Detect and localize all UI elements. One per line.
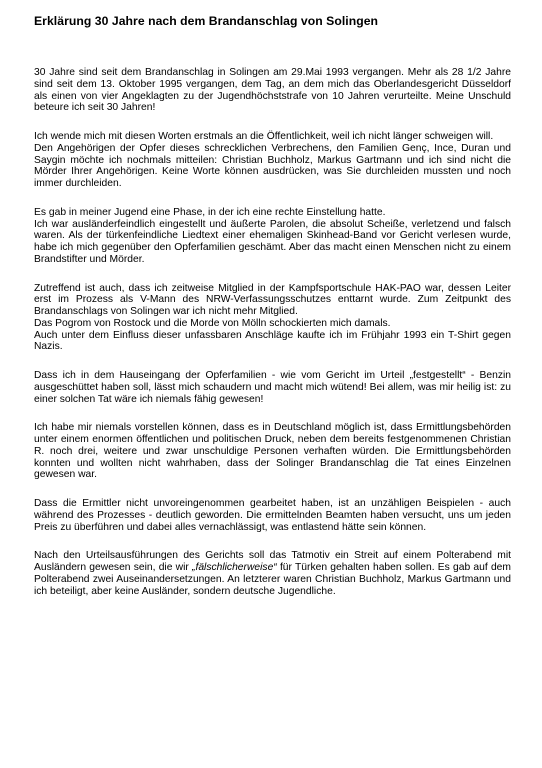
paragraph-text bbox=[34, 550, 511, 597]
paragraph-1 bbox=[34, 67, 511, 114]
paragraph-text: Zutreffend ist auch, dass ich zeitweise Mitglied in der Kampfsportschule HAK-PAO war, dessen Leiter erst im Prozess als V-Mann des NRW-Verfassungsschutzes enttarnt wurde. Zum Zeitpunkt des Brandanschlags von Solingen war ich nicht mehr Mitglied. bbox=[34, 282, 511, 317]
emphasized-word: „fälschlicherweise“ bbox=[192, 562, 277, 573]
paragraph-text: Das Pogrom von Rostock und die Morde von Mölln schockierten mich damals. bbox=[34, 317, 391, 329]
document-title: Erklärung 30 Jahre nach dem Brandanschlag von Solingen bbox=[34, 14, 379, 28]
paragraph-text: Auch unter dem Einfluss dieser unfassbaren Anschläge kaufte ich im Frühjahr 1993 ein T-Shirt gegen Nazis. bbox=[34, 329, 511, 353]
paragraph-5 bbox=[34, 370, 511, 405]
paragraph-3 bbox=[34, 207, 511, 266]
paragraph-text: 30 Jahre sind seit dem Brandanschlag in Solingen am 29.Mai 1993 vergangen. Mehr als 28 1/2 Jahre sind seit dem 13. Oktober 1995 vergangen, dem Tag, an dem mich das Oberlandesgericht Düsseldorf als einen von vier Angeklagten zu der Jugendhöchststrafe von 10 Jahren verurteilte. Meine Unschuld beteure ich seit 30 Jahren! bbox=[34, 67, 511, 114]
paragraph-4 bbox=[34, 283, 511, 354]
paragraph-text: Ich habe mir niemals vorstellen können, dass es in Deutschland möglich ist, dass Ermittlungsbehörden unter einem enormen öffentlichen und politischen Druck, neben dem bereits festgenommenen Christian R. noch drei, weitere und zwar unschuldige Personen verhaften würden. Die Ermittlungsbehörden konnten und wollten nicht wahrhaben, dass der Solinger Brandanschlag die Tat eines Einzelnen gewesen war. bbox=[34, 422, 511, 481]
paragraph-text: Dass die Ermittler nicht unvoreingenommen gearbeitet haben, ist an unzähligen Beispielen - auch während des Prozesses - deutlich geworden. Die ermittelnden Beamten haben versucht, uns um jeden Preis zu überführen und dabei alles vernachlässigt, was entlastend hätte sein können. bbox=[34, 498, 511, 533]
paragraph-text: Ich wende mich mit diesen Worten erstmals an die Öffentlichkeit, weil ich nicht länger schweigen will. bbox=[34, 131, 494, 142]
paragraph-text: Ich war ausländerfeindlich eingestellt und äußerte Parolen, die absolut Scheiße, verletzend und falsch waren. Als der türkenfeindliche Liedtext einer ehemaligen Skinhead-Band vor Gericht verlesen wurde, habe ich mich gegenüber den Opferfamilien geschämt. Aber das macht einen Menschen nicht zu einem Brandstifter und Mörder. bbox=[34, 218, 511, 265]
document-body bbox=[34, 67, 511, 614]
paragraph-7 bbox=[34, 498, 511, 533]
paragraph-text: Den Angehörigen der Opfer dieses schrecklichen Verbrechens, den Familien Genç, Ince, Duran und Saygin möchte ich nochmals mitteilen: Christian Buchholz, Markus Gartmann und ich sind nicht die Mörder Ihrer Angehörigen. Keine Worte können ausdrücken, was Sie durchleiden mussten und noch immer durchleiden. bbox=[34, 142, 511, 189]
paragraph-8 bbox=[34, 550, 511, 597]
paragraph-text-end: für Türken gehalten haben sollen. Es gab auf dem Polterabend zwei Auseinandersetzungen. An letzterer waren Christian Buchholz, Markus Gartmann und ich beteiligt, aber keine Ausländer, sondern deutsche Jugendliche. bbox=[34, 562, 511, 597]
paragraph-6 bbox=[34, 422, 511, 481]
paragraph-text: Es gab in meiner Jugend eine Phase, in der ich eine rechte Einstellung hatte. bbox=[34, 206, 386, 218]
paragraph-text: Dass ich in dem Hauseingang der Opferfamilien - wie vom Gericht im Urteil „festgestellt“ - Benzin ausgeschüttet haben soll, lässt mich schaudern und macht mich wütend! Bei allem, was mir heilig ist: zu einer solchen Tat wäre ich niemals fähig gewesen! bbox=[34, 370, 511, 405]
paragraph-text-start: Nach den Urteilsausführungen des Gerichts soll das Tatmotiv ein Streit auf einem Polterabend mit Ausländern gewesen sein, die wir bbox=[34, 550, 511, 573]
paragraph-2 bbox=[34, 131, 511, 190]
